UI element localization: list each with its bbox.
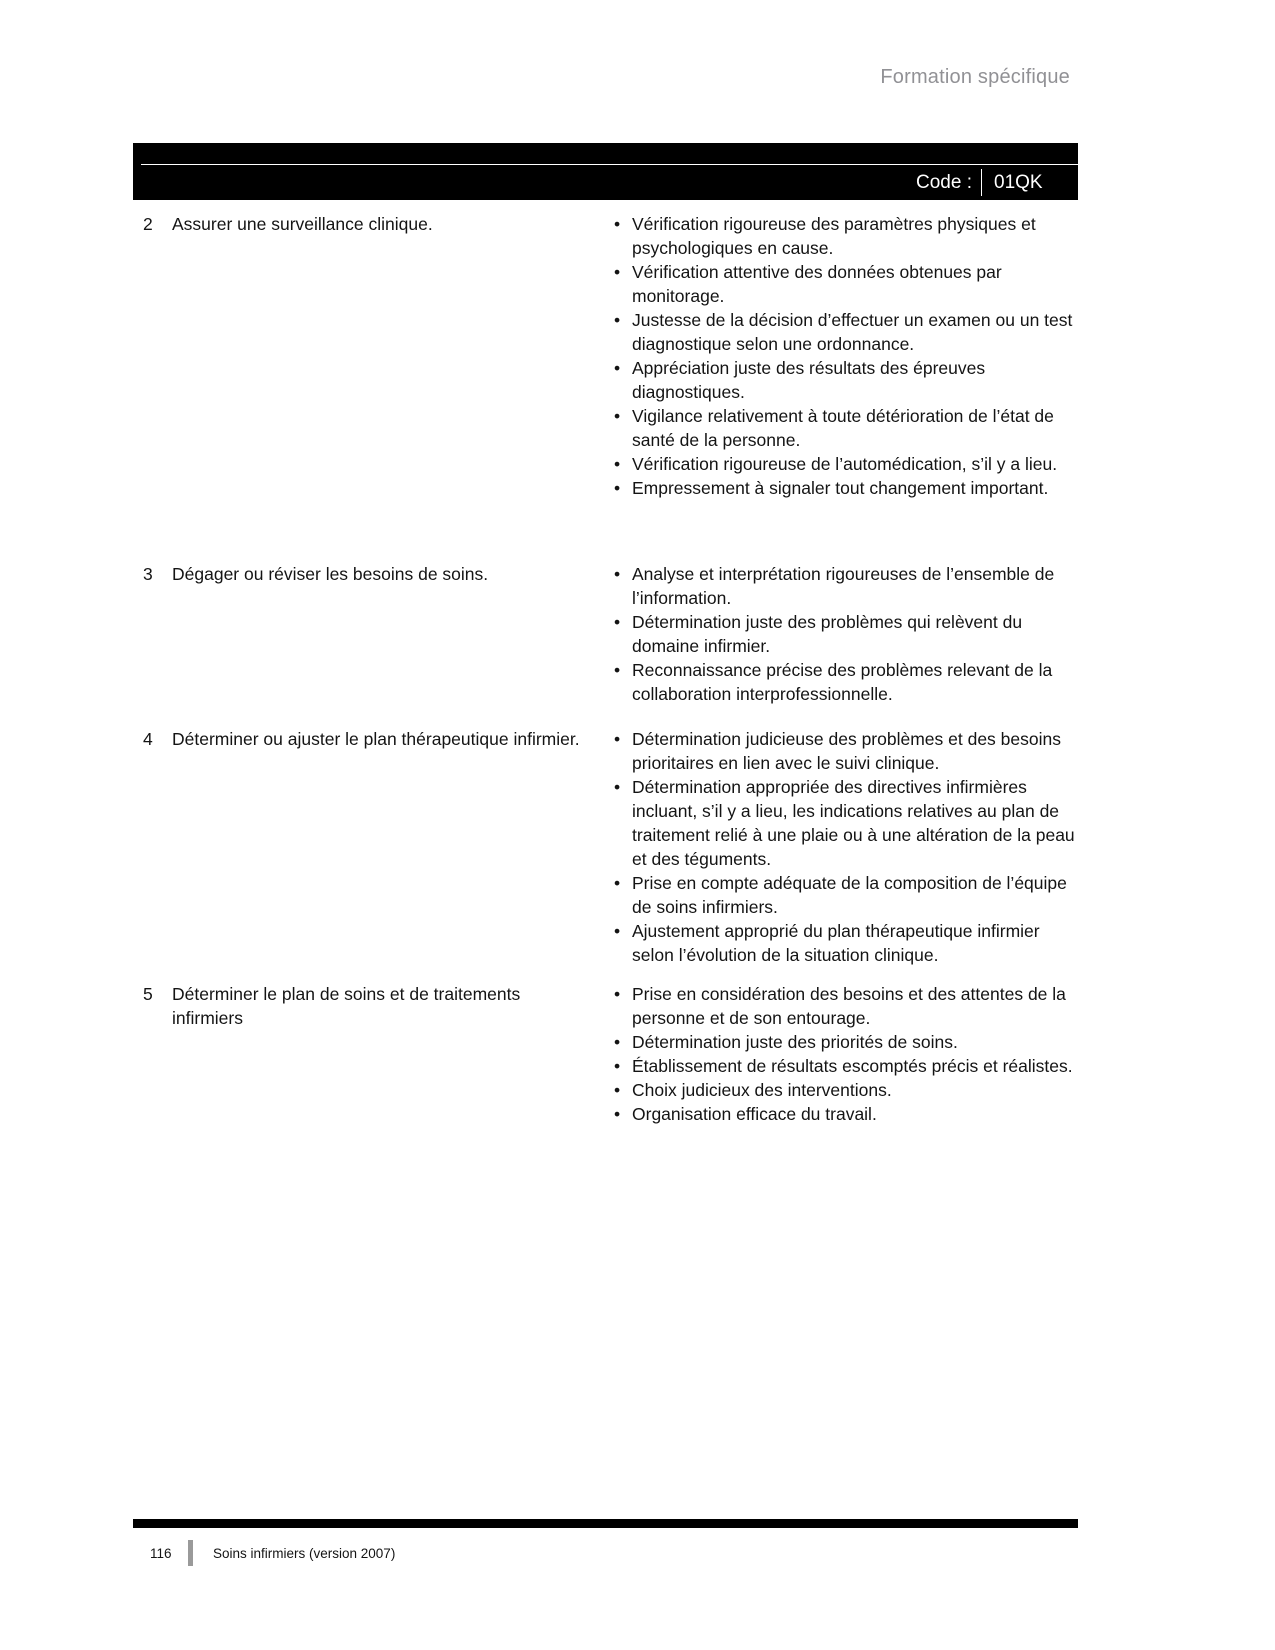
competency-title: Déterminer le plan de soins et de traitements infirmiers — [172, 984, 521, 1028]
criterion-item: • Analyse et interprétation rigoureuses de l’ensemble de l’information. — [613, 562, 1078, 610]
competency-row — [143, 727, 1078, 967]
criteria-column — [613, 562, 1078, 706]
criterion-item: • Établissement de résultats escomptés précis et réalistes. — [613, 1054, 1078, 1078]
criterion-item: • Détermination juste des priorités de soins. — [613, 1030, 1078, 1054]
criterion-item: • Prise en considération des besoins et des attentes de la personne et de son entourage. — [613, 982, 1078, 1030]
criterion-item: • Détermination appropriée des directives infirmières incluant, s’il y a lieu, les indications relatives au plan de traitement relié à une plaie ou à une altération de la peau et des téguments. — [613, 775, 1078, 871]
criteria-list — [613, 562, 1078, 706]
criteria-list — [613, 727, 1078, 967]
page-number: 116 — [150, 1545, 172, 1561]
footer — [150, 1540, 395, 1566]
competency-number: 5 — [143, 984, 153, 1004]
criterion-item: • Organisation efficace du travail. — [613, 1102, 1078, 1126]
criterion-item: • Détermination judicieuse des problèmes et des besoins prioritaires en lien avec le suivi clinique. — [613, 727, 1078, 775]
criterion-item: • Ajustement approprié du plan thérapeutique infirmier selon l’évolution de la situation clinique. — [613, 919, 1078, 967]
criterion-item: • Vérification rigoureuse des paramètres physiques et psychologiques en cause. — [613, 212, 1078, 260]
criteria-column — [613, 982, 1078, 1126]
criteria-list — [613, 212, 1078, 500]
competency-number: 4 — [143, 729, 153, 749]
criterion-item: • Justesse de la décision d’effectuer un examen ou un test diagnostique selon une ordonnance. — [613, 308, 1078, 356]
title-bar — [133, 143, 1078, 200]
criterion-item: • Vérification attentive des données obtenues par monitorage. — [613, 260, 1078, 308]
criterion-item: • Détermination juste des problèmes qui relèvent du domaine infirmier. — [613, 610, 1078, 658]
code-label: Code : — [916, 171, 972, 193]
criterion-item: • Reconnaissance précise des problèmes relevant de la collaboration interprofessionnelle. — [613, 658, 1078, 706]
competency-row — [143, 212, 1078, 500]
criterion-item: • Empressement à signaler tout changement important. — [613, 476, 1078, 500]
competency-row — [143, 562, 1078, 706]
competency-number: 3 — [143, 564, 153, 584]
criterion-item: • Appréciation juste des résultats des épreuves diagnostiques. — [613, 356, 1078, 404]
competency-title: Déterminer ou ajuster le plan thérapeutique infirmier. — [172, 729, 580, 749]
footer-rule — [133, 1519, 1078, 1528]
document-title: Soins infirmiers (version 2007) — [213, 1545, 396, 1561]
criterion-item: • Prise en compte adéquate de la composition de l’équipe de soins infirmiers. — [613, 871, 1078, 919]
footer-divider — [188, 1540, 193, 1566]
competency-title: Assurer une surveillance clinique. — [172, 214, 433, 234]
criteria-column — [613, 727, 1078, 967]
competency-title: Dégager ou réviser les besoins de soins. — [172, 564, 489, 584]
criteria-column — [613, 212, 1078, 500]
criterion-item: • Vérification rigoureuse de l’automédication, s’il y a lieu. — [613, 452, 1078, 476]
competency-number: 2 — [143, 214, 153, 234]
competency-row — [143, 982, 1078, 1126]
criteria-list — [613, 982, 1078, 1126]
code-value: 01QK — [994, 171, 1043, 193]
criterion-item: • Choix judicieux des interventions. — [613, 1078, 1078, 1102]
section-header: Formation spécifique — [880, 66, 1070, 88]
criterion-item: • Vigilance relativement à toute détérioration de l’état de santé de la personne. — [613, 404, 1078, 452]
code-area — [916, 165, 1078, 200]
